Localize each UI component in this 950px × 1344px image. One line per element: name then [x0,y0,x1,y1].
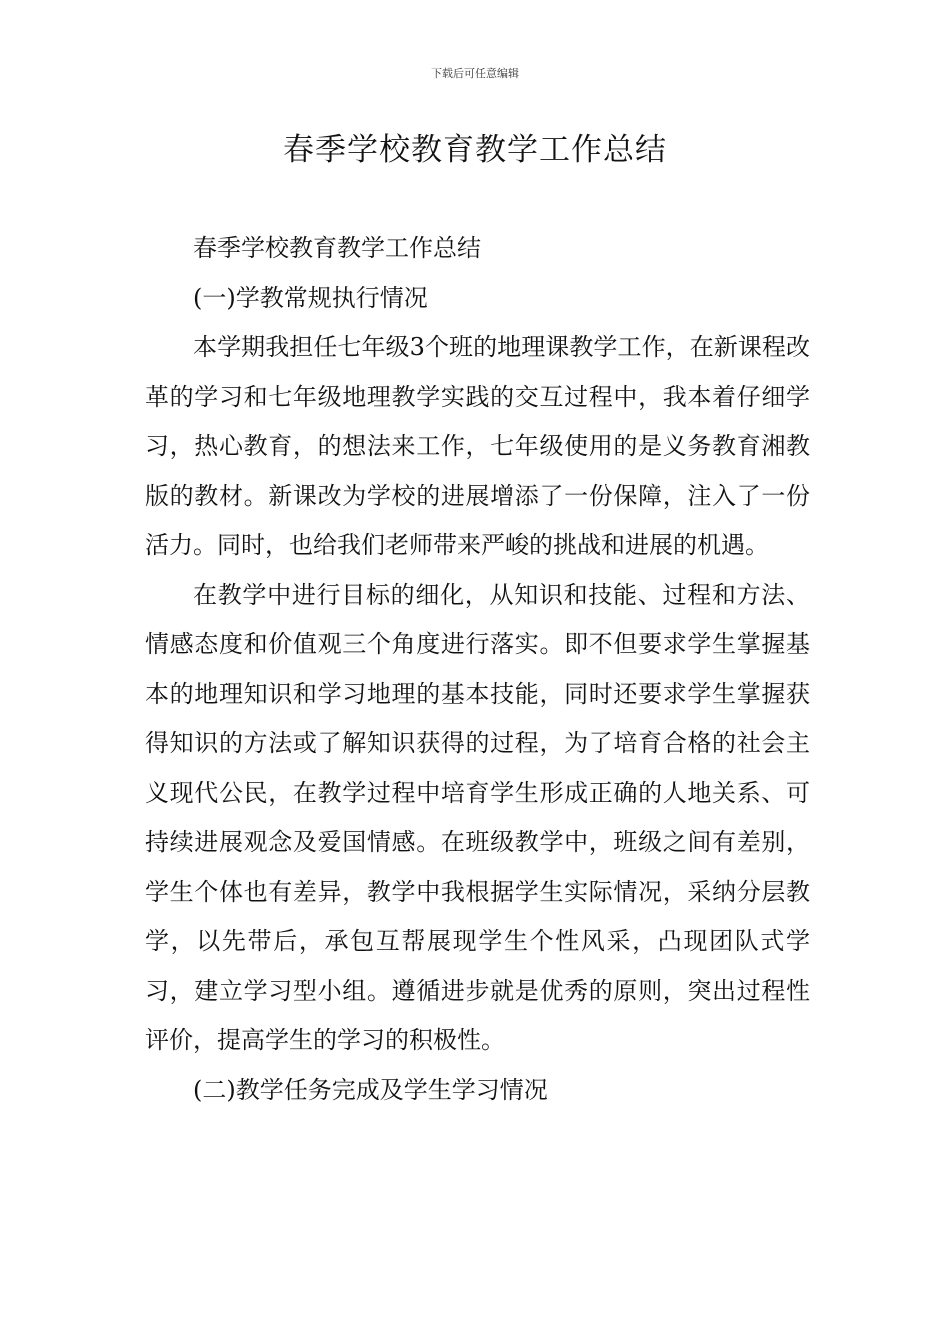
document-title: 春季学校教育教学工作总结 [283,132,667,168]
header-note: 下载后可任意编辑 [431,67,519,80]
section-heading-2: (二)教学任务完成及学生学习情况 [193,1075,548,1104]
paragraph-subtitle: 春季学校教育教学工作总结 [193,234,481,262]
document-body [145,224,810,1115]
section-heading-1: (一)学教常规执行情况 [193,283,428,312]
paragraph: 在教学中进行目标的细化，从知识和技能、过程和方法、情感态度和价值观三个角度进行落实。即不但要求学生掌握基本的地理知识和学习地理的基本技能，同时还要求学生掌握获得知识的方法或了解知识获得的过程，为了培育合格的社会主义现代公民，在教学过程中培育学生形成正确的人地关系、可持续进展观念及爱国情感。在班级教学中，班级之间有差别，学生个体也有差异，教学中我根据学生实际情况，采纳分层教学，以先带后，承包互帮展现学生个性风采，凸现团队式学习，建立学习型小组。遵循进步就是优秀的原则，突出过程性评价，提高学生的学习的积极性。 [145,580,810,1054]
paragraph: 本学期我担任七年级3个班的地理课教学工作，在新课程改革的学习和七年级地理教学实践的交互过程中，我本着仔细学习，热心教育，的想法来工作，七年级使用的是义务教育湘教版的教材。新课改为学校的进展增添了一份保障，注入了一份活力。同时，也给我们老师带来严峻的挑战和进展的机遇。 [145,333,810,559]
